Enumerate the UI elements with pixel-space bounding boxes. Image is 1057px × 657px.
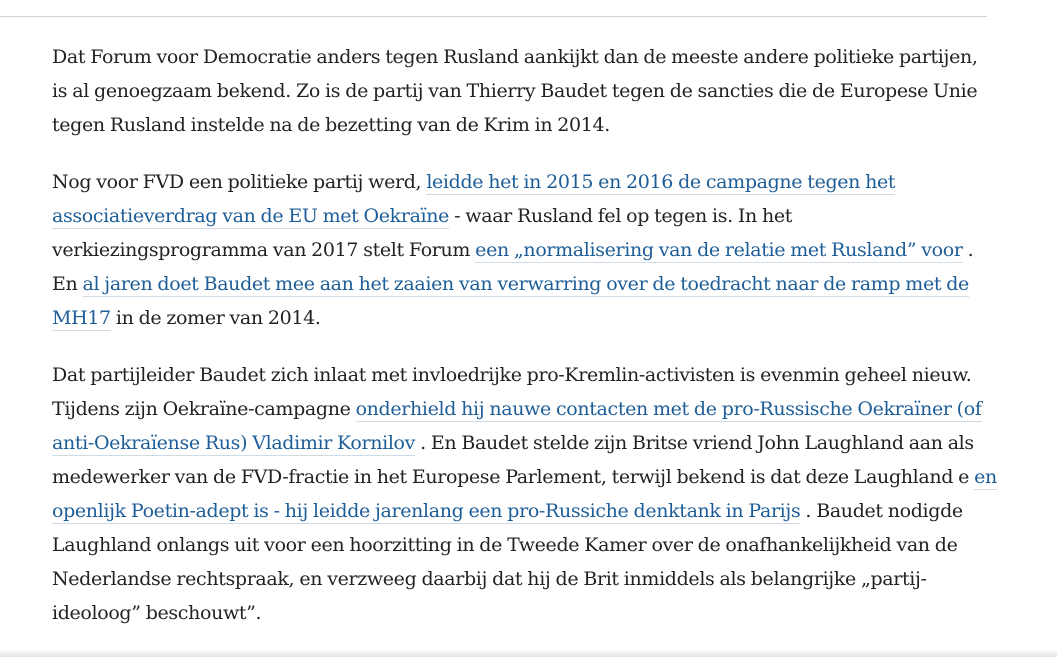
text-span: Dat Forum voor Democratie anders tegen Rusland aankijkt dan de meeste andere politieke partijen, is al genoegzaam bekend. Zo is de partij van Thierry Baudet tegen de sancties die de Europese Unie tegen Rusland instelde na de bezetting van de Krim in 2014. bbox=[52, 46, 978, 136]
paragraph-russia-stance bbox=[52, 40, 997, 142]
text-span: in de zomer van 2014. bbox=[110, 307, 321, 329]
text-span: Nog voor FVD een politieke partij werd, bbox=[52, 171, 427, 193]
text-span: - waar Rusland fel op tegen is. In het verkiezingsprogramma van 2017 stelt Forum bbox=[52, 205, 793, 261]
text-span: . Baudet nodigde Laughland onlangs uit voor een hoorzitting in de Tweede Kamer over de onafhankelijkheid van de Nederlandse rechtspraak, en verzweeg daarbij dat hij de Brit inmiddels als belangrijke „partij-ideoloog” beschouwt”. bbox=[52, 500, 963, 624]
paragraph-pro-kremlin-contacts bbox=[52, 358, 997, 630]
article-body bbox=[52, 40, 997, 653]
top-divider bbox=[0, 16, 987, 17]
text-span: Dat partijleider Baudet zich inlaat met invloedrijke pro-Kremlin-activisten is evenmin geheel nieuw. Tijdens zijn Oekraïne-campagne bbox=[52, 364, 972, 420]
paragraph-fvd-history bbox=[52, 165, 997, 335]
link-normalisering-relatie-rusland[interactable]: een „normalisering van de relatie met Rusland” voor bbox=[475, 239, 963, 261]
text-span: . En Baudet stelde zijn Britse vriend John Laughland aan als medewerker van de FVD-fractie in het Europese Parlement, terwijl bekend is dat deze Laughland e bbox=[52, 432, 975, 488]
link-associatieverdrag-campaign[interactable]: leidde het in 2015 en 2016 de campagne tegen het associatieverdrag van de EU met Oekraïne bbox=[52, 171, 896, 227]
text-span: . En bbox=[52, 239, 974, 295]
link-kornilov-contacten[interactable]: onderhield hij nauwe contacten met de pro-Russische Oekraïner (of anti-Oekraïense Rus) Vladimir Kornilov bbox=[52, 398, 982, 454]
link-mh17-verwarring[interactable]: al jaren doet Baudet mee aan het zaaien van verwarring over de toedracht naar de ramp met de MH17 bbox=[52, 273, 969, 329]
bottom-fade bbox=[0, 651, 1057, 657]
link-poetin-adept-laughland[interactable]: en openlijk Poetin-adept is - hij leidde jarenlang een pro-Russiche denktank in Parijs bbox=[52, 466, 997, 522]
